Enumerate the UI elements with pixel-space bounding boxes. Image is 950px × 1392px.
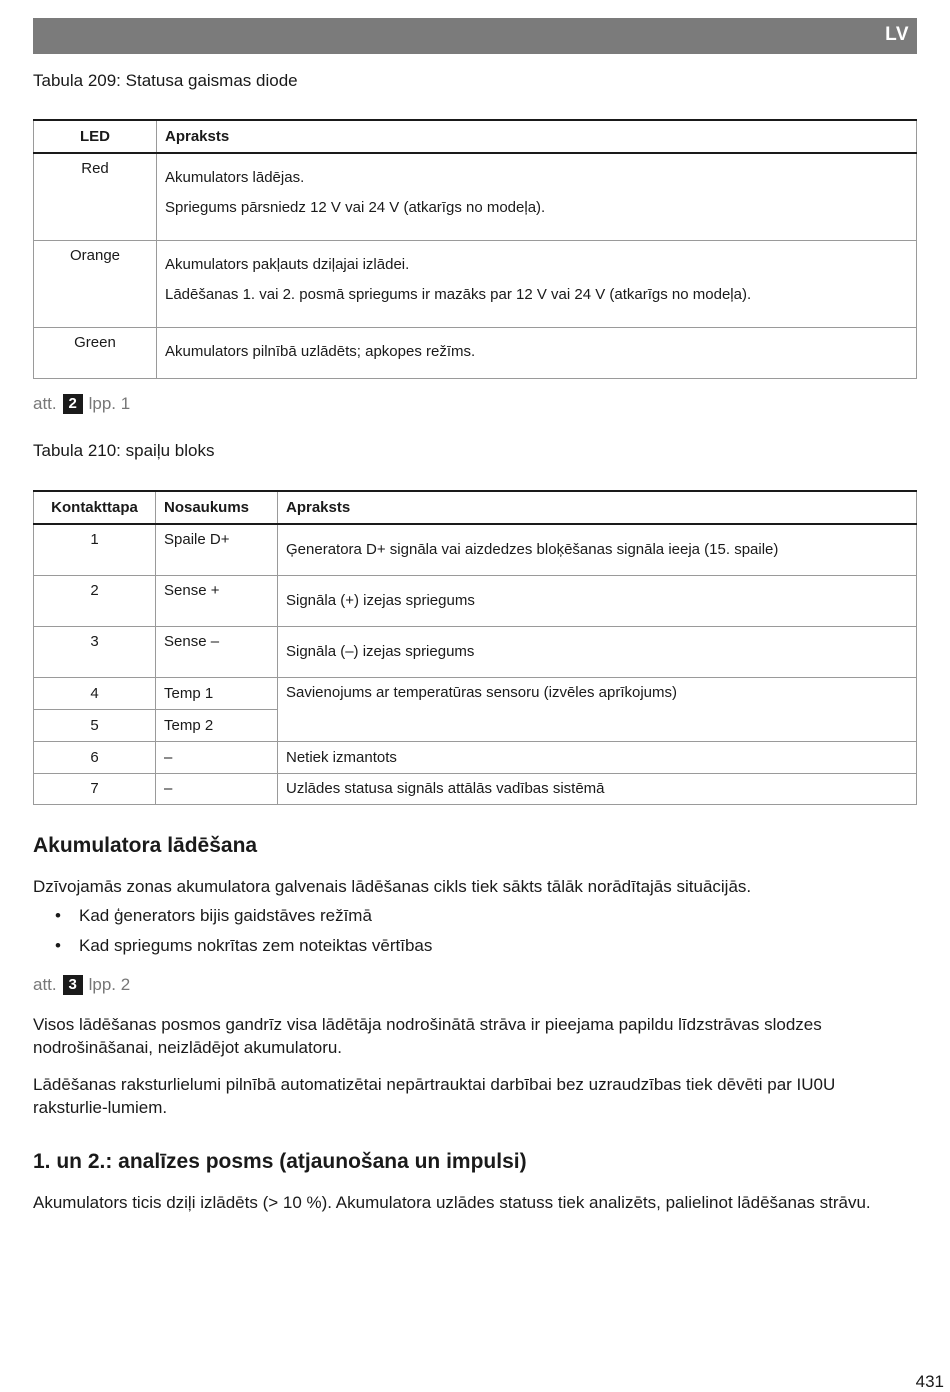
list-item [33, 931, 432, 961]
pin-cell: 7 [34, 773, 156, 804]
description-line: Akumulators pakļauts dziļajai izlādei. [165, 255, 410, 273]
column-header: Kontakttapa [34, 491, 156, 524]
description-line: Akumulators lādējas. [165, 169, 305, 186]
figure-reference[interactable] [33, 394, 130, 414]
description-line: Spriegums pārsniedz 12 V vai 24 V (atkarīgs no modeļa). [165, 199, 546, 216]
name-cell: Sense – [156, 626, 278, 677]
pin-cell: 5 [34, 709, 156, 741]
paragraph: Visos lādēšanas posmos gandrīz visa lādētāja nodrošinātā strāva ir pieejama papildu līdzstrāvas slodzes nodrošināšanai, neizlādējot akumulatoru. [33, 1015, 822, 1057]
figure-number-badge: 3 [63, 975, 83, 995]
table-row [34, 327, 917, 378]
page-number: 431 [915, 1372, 944, 1391]
name-cell: Spaile D+ [156, 524, 278, 575]
table-row [34, 677, 917, 709]
description-line: Lādēšanas 1. vai 2. posmā spriegums ir mazāks par 12 V vai 24 V (atkarīgs no modeļa). [165, 285, 752, 303]
section-heading: Akumulatora lādēšana [33, 834, 258, 857]
bullet-list [33, 901, 432, 961]
reference-prefix: att. [33, 394, 57, 413]
description-cell: Uzlādes statusa signāls attālās vadības sistēmā [278, 773, 917, 804]
description-line: Akumulators pilnībā uzlādēts; apkopes režīms. [165, 342, 476, 360]
table-header-row [34, 120, 917, 153]
table-row [34, 524, 917, 575]
column-header: LED [34, 120, 157, 153]
pin-cell: 1 [34, 524, 156, 575]
led-color-cell: Orange [34, 240, 157, 327]
name-cell: – [156, 773, 278, 804]
column-header: Apraksts [157, 120, 917, 153]
figure-number-badge: 2 [63, 394, 83, 414]
table-row [34, 773, 917, 804]
table-row [34, 741, 917, 773]
name-cell: Temp 2 [156, 709, 278, 741]
led-status-table [33, 119, 917, 379]
description-cell: Ģeneratora D+ signāla vai aizdedzes bloķēšanas signāla ieeja (15. spaile) [278, 524, 917, 575]
paragraph: Dzīvojamās zonas akumulatora galvenais lādēšanas cikls tiek sākts tālāk norādītajās situācijās. [33, 877, 752, 896]
column-header: Apraksts [278, 491, 917, 524]
description-cell: Signāla (–) izejas spriegums [278, 626, 917, 677]
pin-cell: 3 [34, 626, 156, 677]
bullet-icon: • [55, 936, 61, 955]
paragraph: Lādēšanas raksturlielumi pilnībā automatizētai nepārtrauktai darbībai bez uzraudzības tiek dēvēti par IU0U raksturlie-lumiem. [33, 1075, 836, 1117]
pin-cell: 4 [34, 677, 156, 709]
table-row [34, 153, 917, 240]
description-cell [157, 153, 917, 240]
description-cell: Netiek izmantots [278, 741, 917, 773]
table-caption: Tabula 210: spaiļu bloks [33, 441, 215, 460]
table-row [34, 575, 917, 626]
section-heading: 1. un 2.: analīzes posms (atjaunošana un impulsi) [33, 1150, 527, 1173]
table-header-row [34, 491, 917, 524]
led-color-cell: Green [34, 327, 157, 378]
column-header: Nosaukums [156, 491, 278, 524]
table-caption: Tabula 209: Statusa gaismas diode [33, 71, 298, 90]
pin-cell: 6 [34, 741, 156, 773]
name-cell: Sense + [156, 575, 278, 626]
name-cell: Temp 1 [156, 677, 278, 709]
pin-cell: 2 [34, 575, 156, 626]
table-row [34, 240, 917, 327]
figure-reference[interactable] [33, 975, 130, 995]
reference-prefix: att. [33, 975, 57, 994]
terminal-block-table [33, 490, 917, 805]
description-cell [157, 240, 917, 327]
table-row [34, 626, 917, 677]
paragraph: Akumulators ticis dziļi izlādēts (> 10 %). Akumulatora uzlādes statuss tiek analizēts, palielinot lādēšanas strāvu. [33, 1193, 871, 1212]
description-cell: Savienojums ar temperatūras sensoru (izvēles aprīkojums) [278, 677, 917, 741]
led-color-cell: Red [34, 153, 157, 240]
reference-page: lpp. 1 [88, 394, 131, 413]
list-item [33, 901, 432, 931]
header-bar [33, 18, 917, 54]
list-item-text: Kad spriegums nokrītas zem noteiktas vērtības [79, 936, 433, 955]
name-cell: – [156, 741, 278, 773]
description-cell [157, 327, 917, 378]
bullet-icon: • [55, 906, 61, 925]
language-tag: LV [885, 24, 909, 45]
reference-page: lpp. 2 [88, 975, 131, 994]
list-item-text: Kad ģenerators bijis gaidstāves režīmā [79, 906, 372, 925]
description-cell: Signāla (+) izejas spriegums [278, 575, 917, 626]
